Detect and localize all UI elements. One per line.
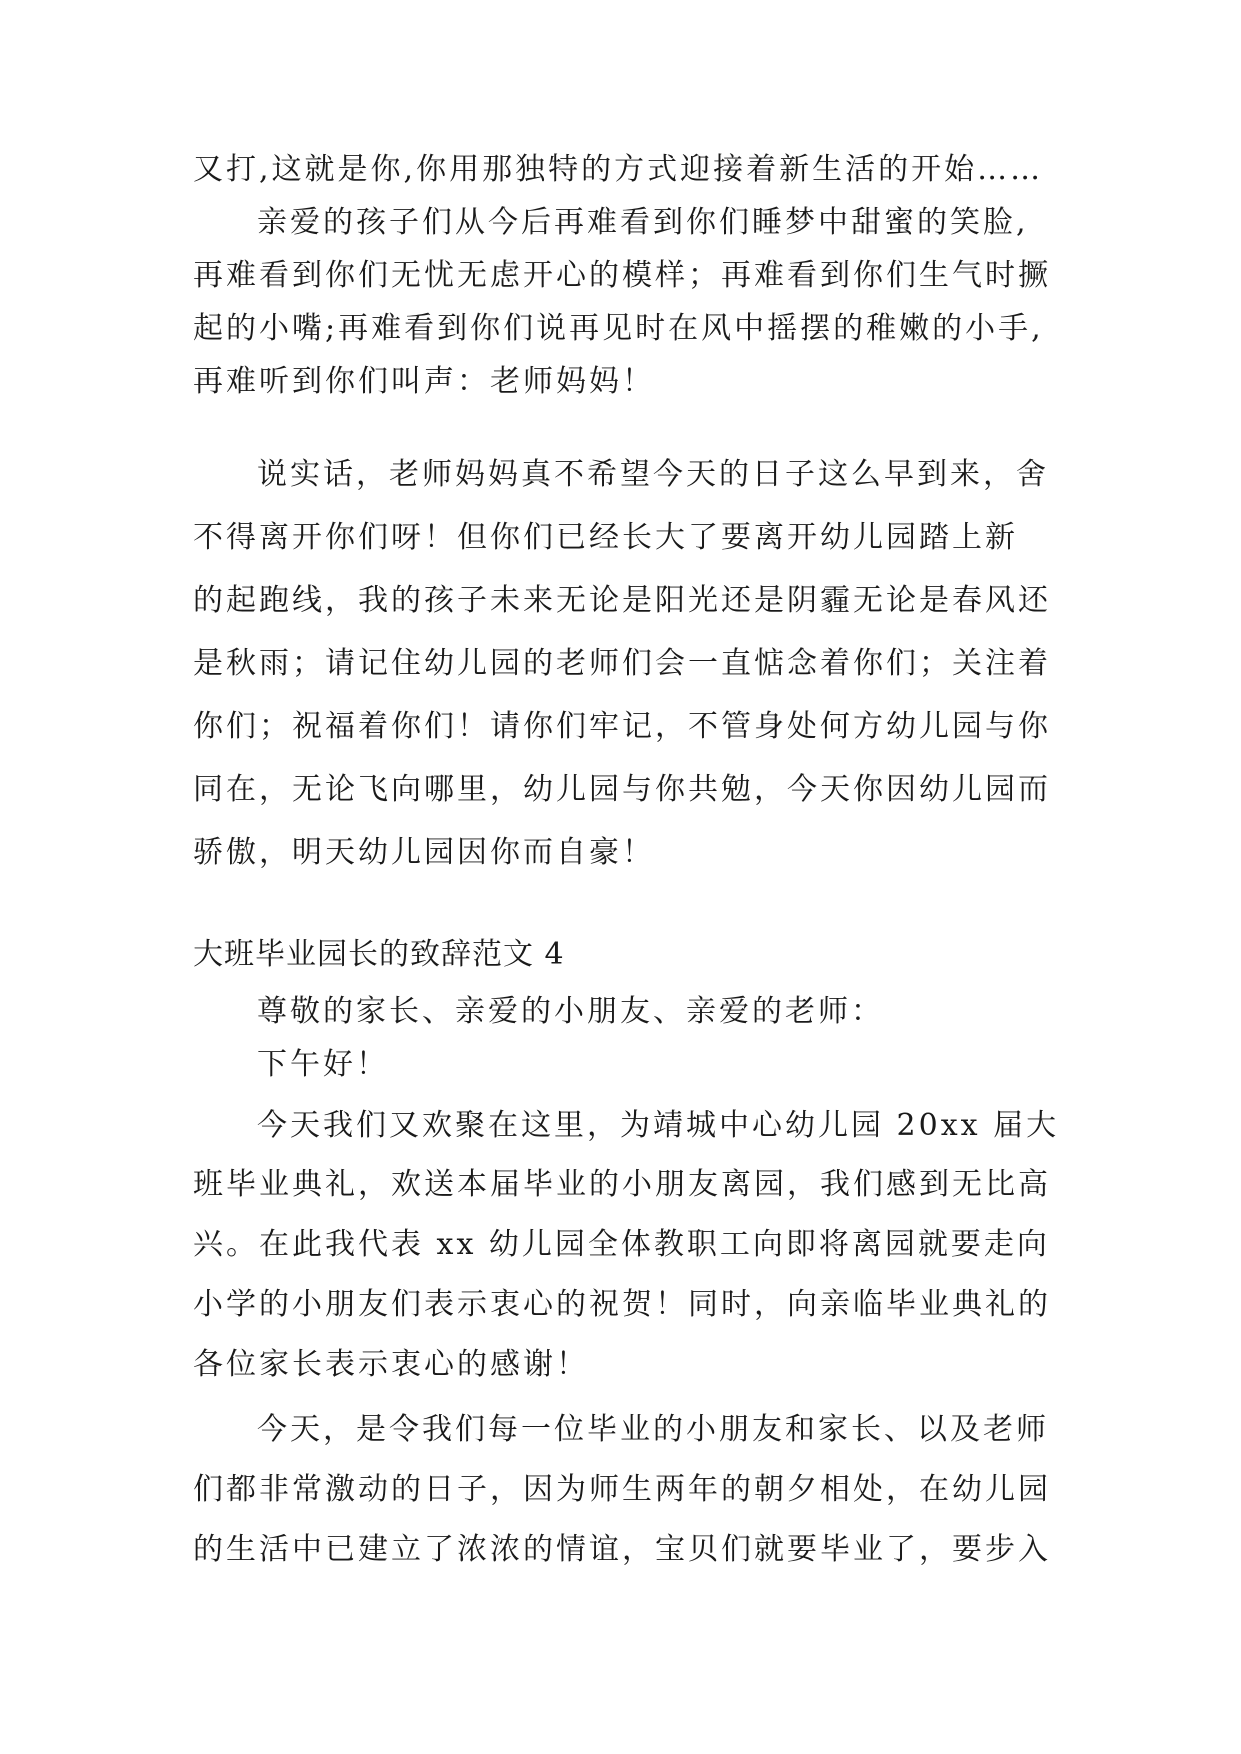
paragraph-line: 下午好！	[257, 1047, 389, 1082]
paragraph-line: 今天我们又欢聚在这里，为靖城中心幼儿园 20xx 届大	[257, 1108, 1060, 1143]
paragraph-line: 的生活中已建立了浓浓的情谊，宝贝们就要毕业了，要步入	[193, 1532, 1051, 1567]
paragraph-line: 尊敬的家长、亲爱的小朋友、亲爱的老师：	[257, 994, 884, 1029]
paragraph-line: 又打,这就是你,你用那独特的方式迎接着新生活的开始……	[193, 152, 1044, 187]
paragraph-line: 起的小嘴;再难看到你们说再见时在风中摇摆的稚嫩的小手,	[193, 311, 1044, 346]
paragraph-line: 说实话，老师妈妈真不希望今天的日子这么早到来，舍	[257, 457, 1049, 492]
paragraph-line: 的起跑线，我的孩子未来无论是阳光还是阴霾无论是春风还	[193, 583, 1051, 618]
paragraph-line: 再难听到你们叫声：老师妈妈！	[193, 364, 655, 399]
paragraph-line: 骄傲，明天幼儿园因你而自豪！	[193, 835, 655, 870]
paragraph-line: 兴。在此我代表 xx 幼儿园全体教职工向即将离园就要走向	[193, 1227, 1050, 1262]
paragraph-line: 小学的小朋友们表示衷心的祝贺！同时，向亲临毕业典礼的	[193, 1287, 1051, 1322]
paragraph-line: 各位家长表示衷心的感谢！	[193, 1347, 589, 1382]
paragraph-line: 你们；祝福着你们！请你们牢记，不管身处何方幼儿园与你	[193, 709, 1051, 744]
paragraph-line: 亲爱的孩子们从今后再难看到你们睡梦中甜蜜的笑脸,	[257, 205, 1029, 240]
paragraph-line: 再难看到你们无忧无虑开心的模样；再难看到你们生气时撅	[193, 258, 1051, 293]
paragraph-line: 班毕业典礼，欢送本届毕业的小朋友离园，我们感到无比高	[193, 1167, 1051, 1202]
paragraph-line: 是秋雨；请记住幼儿园的老师们会一直惦念着你们；关注着	[193, 646, 1051, 681]
paragraph-line: 今天，是令我们每一位毕业的小朋友和家长、以及老师	[257, 1412, 1049, 1447]
paragraph-line: 不得离开你们呀！但你们已经长大了要离开幼儿园踏上新	[193, 520, 1018, 555]
paragraph-line: 同在，无论飞向哪里，幼儿园与你共勉，今天你因幼儿园而	[193, 772, 1051, 807]
section-title: 大班毕业园长的致辞范文 4	[193, 937, 565, 972]
paragraph-line: 们都非常激动的日子，因为师生两年的朝夕相处，在幼儿园	[193, 1472, 1051, 1507]
